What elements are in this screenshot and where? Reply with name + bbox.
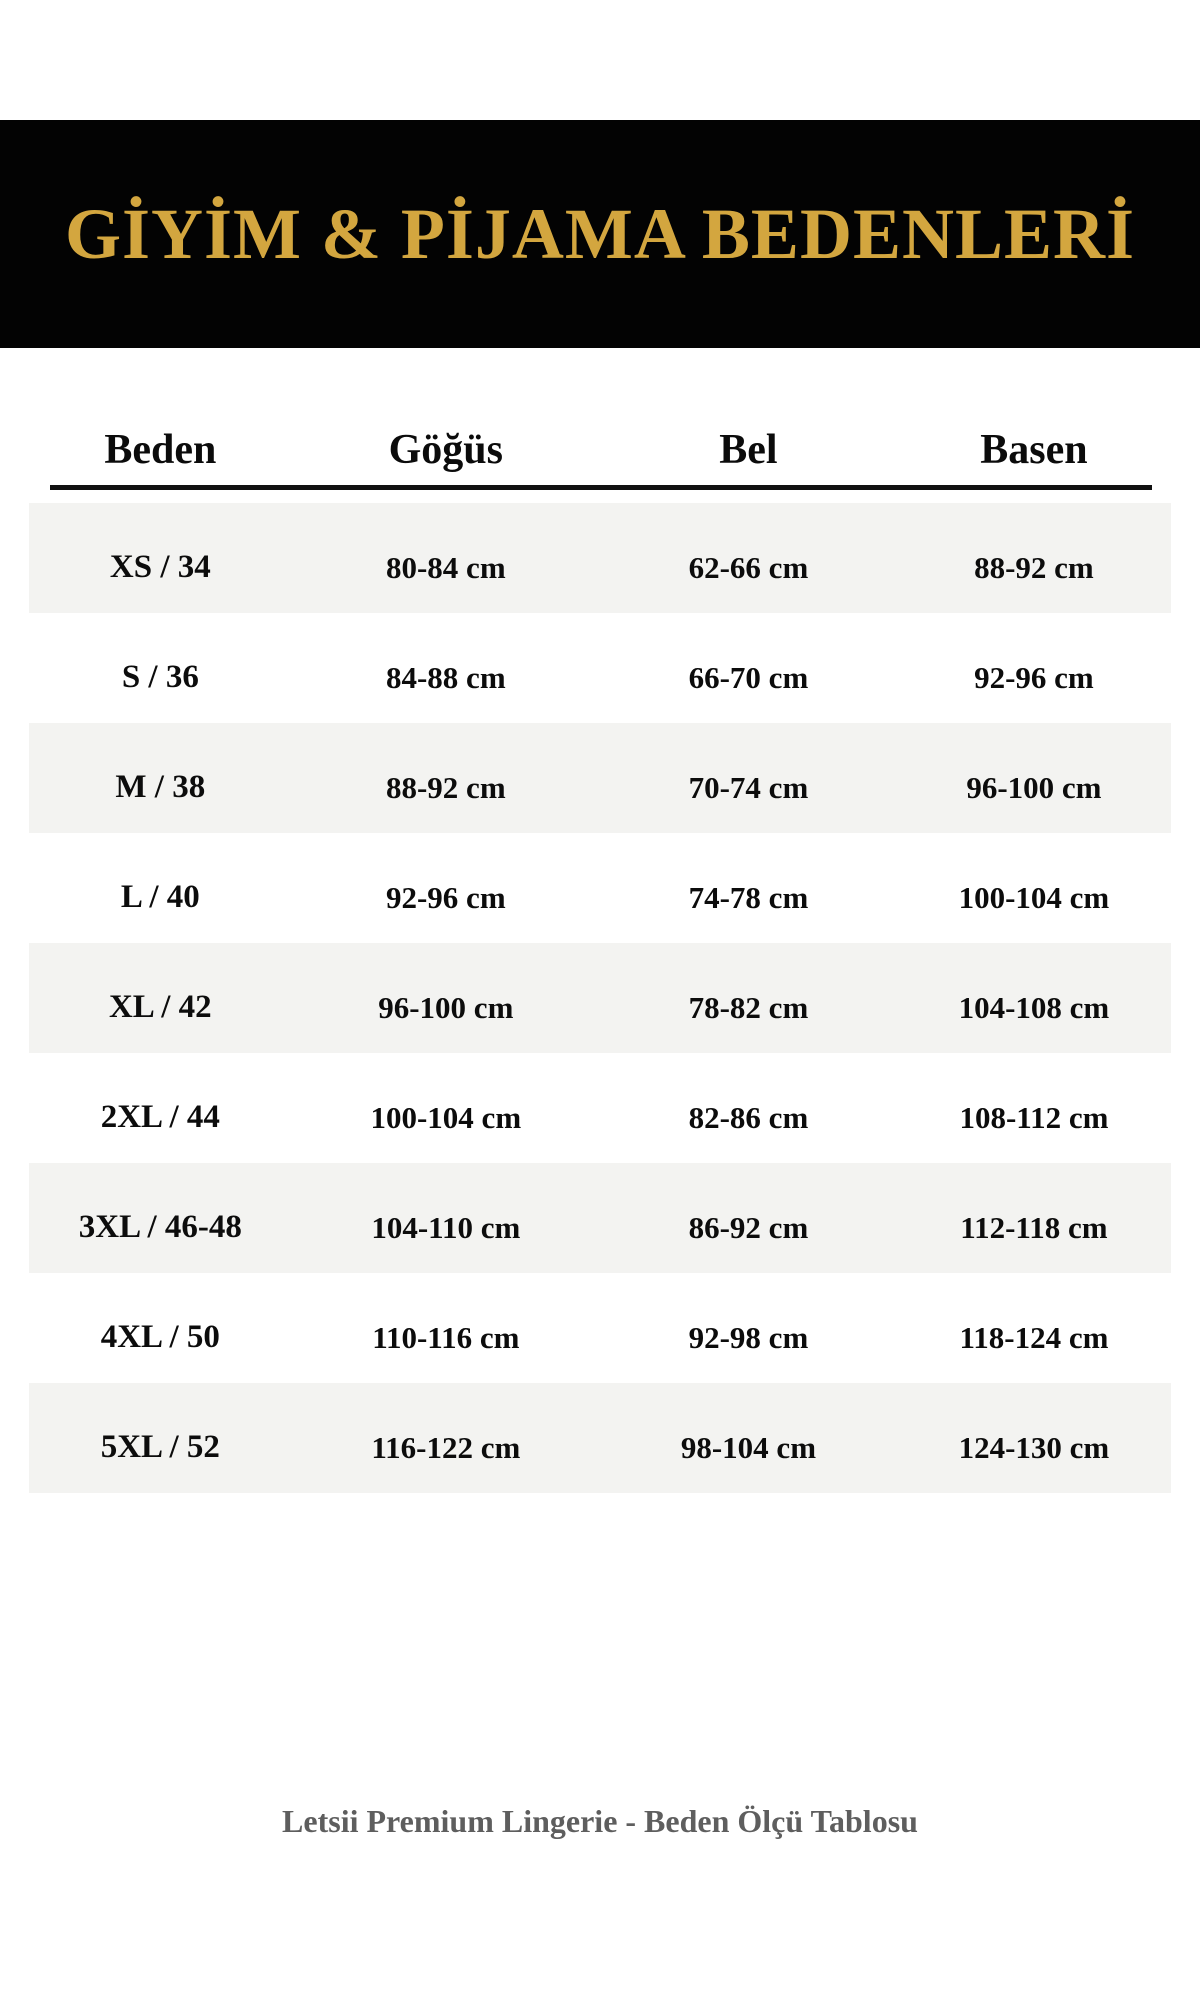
chest-cell: 100-104 cm [370, 1099, 522, 1135]
hips-cell: 118-124 cm [959, 1319, 1109, 1355]
size-cell: XS / 34 [109, 548, 211, 585]
table-row [29, 613, 1171, 723]
column-header-hips: Basen [980, 427, 1088, 473]
waist-cell: 78-82 cm [688, 989, 809, 1025]
waist-cell: 98-104 cm [680, 1429, 817, 1465]
chest-cell: 96-100 cm [378, 989, 514, 1025]
table-body [29, 503, 1171, 1493]
column-header-waist: Bel [719, 427, 778, 473]
table-row [29, 1383, 1171, 1493]
title-banner [0, 120, 1200, 348]
hips-cell: 124-130 cm [958, 1429, 1110, 1465]
size-cell: 2XL / 44 [100, 1098, 220, 1135]
size-cell: XL / 42 [108, 988, 212, 1025]
waist-cell: 86-92 cm [688, 1209, 809, 1245]
size-cell: 4XL / 50 [100, 1318, 220, 1355]
size-cell: M / 38 [115, 768, 206, 805]
table-row [29, 1273, 1171, 1383]
waist-cell: 70-74 cm [688, 769, 809, 805]
size-chart-table [29, 348, 1171, 1493]
column-header-chest: Göğüs [388, 427, 503, 473]
hips-cell: 104-108 cm [958, 989, 1110, 1025]
chest-cell: 110-116 cm [372, 1319, 520, 1355]
table-header-row [29, 415, 1171, 485]
table-row [29, 503, 1171, 613]
size-cell: 5XL / 52 [100, 1428, 220, 1465]
chest-cell: 104-110 cm [371, 1209, 521, 1245]
chest-cell: 92-96 cm [385, 879, 506, 915]
hips-cell: 112-118 cm [960, 1209, 1108, 1245]
hips-cell: 96-100 cm [966, 769, 1102, 805]
chest-cell: 84-88 cm [385, 659, 506, 695]
chest-cell: 116-122 cm [371, 1429, 521, 1465]
table-row [29, 723, 1171, 833]
table-row [29, 833, 1171, 943]
page-title: GİYİM & PİJAMA BEDENLERİ [64, 193, 1136, 274]
size-cell: L / 40 [120, 878, 200, 915]
chest-cell: 80-84 cm [385, 549, 506, 585]
footer-caption: Letsii Premium Lingerie - Beden Ölçü Tablosu [282, 1803, 918, 1839]
size-cell: 3XL / 46-48 [78, 1208, 242, 1245]
hips-cell: 88-92 cm [974, 549, 1094, 585]
header-divider-line [50, 485, 1152, 490]
waist-cell: 82-86 cm [688, 1099, 809, 1135]
waist-cell: 62-66 cm [688, 549, 809, 585]
table-row [29, 1053, 1171, 1163]
table-row [29, 943, 1171, 1053]
hips-cell: 108-112 cm [959, 1099, 1109, 1135]
hips-cell: 100-104 cm [958, 879, 1110, 915]
size-cell: S / 36 [121, 658, 199, 695]
table-row [29, 1163, 1171, 1273]
column-header-size: Beden [104, 427, 217, 473]
waist-cell: 92-98 cm [688, 1319, 809, 1355]
waist-cell: 74-78 cm [688, 879, 809, 915]
waist-cell: 66-70 cm [688, 659, 809, 695]
hips-cell: 92-96 cm [974, 659, 1094, 695]
chest-cell: 88-92 cm [385, 769, 506, 805]
